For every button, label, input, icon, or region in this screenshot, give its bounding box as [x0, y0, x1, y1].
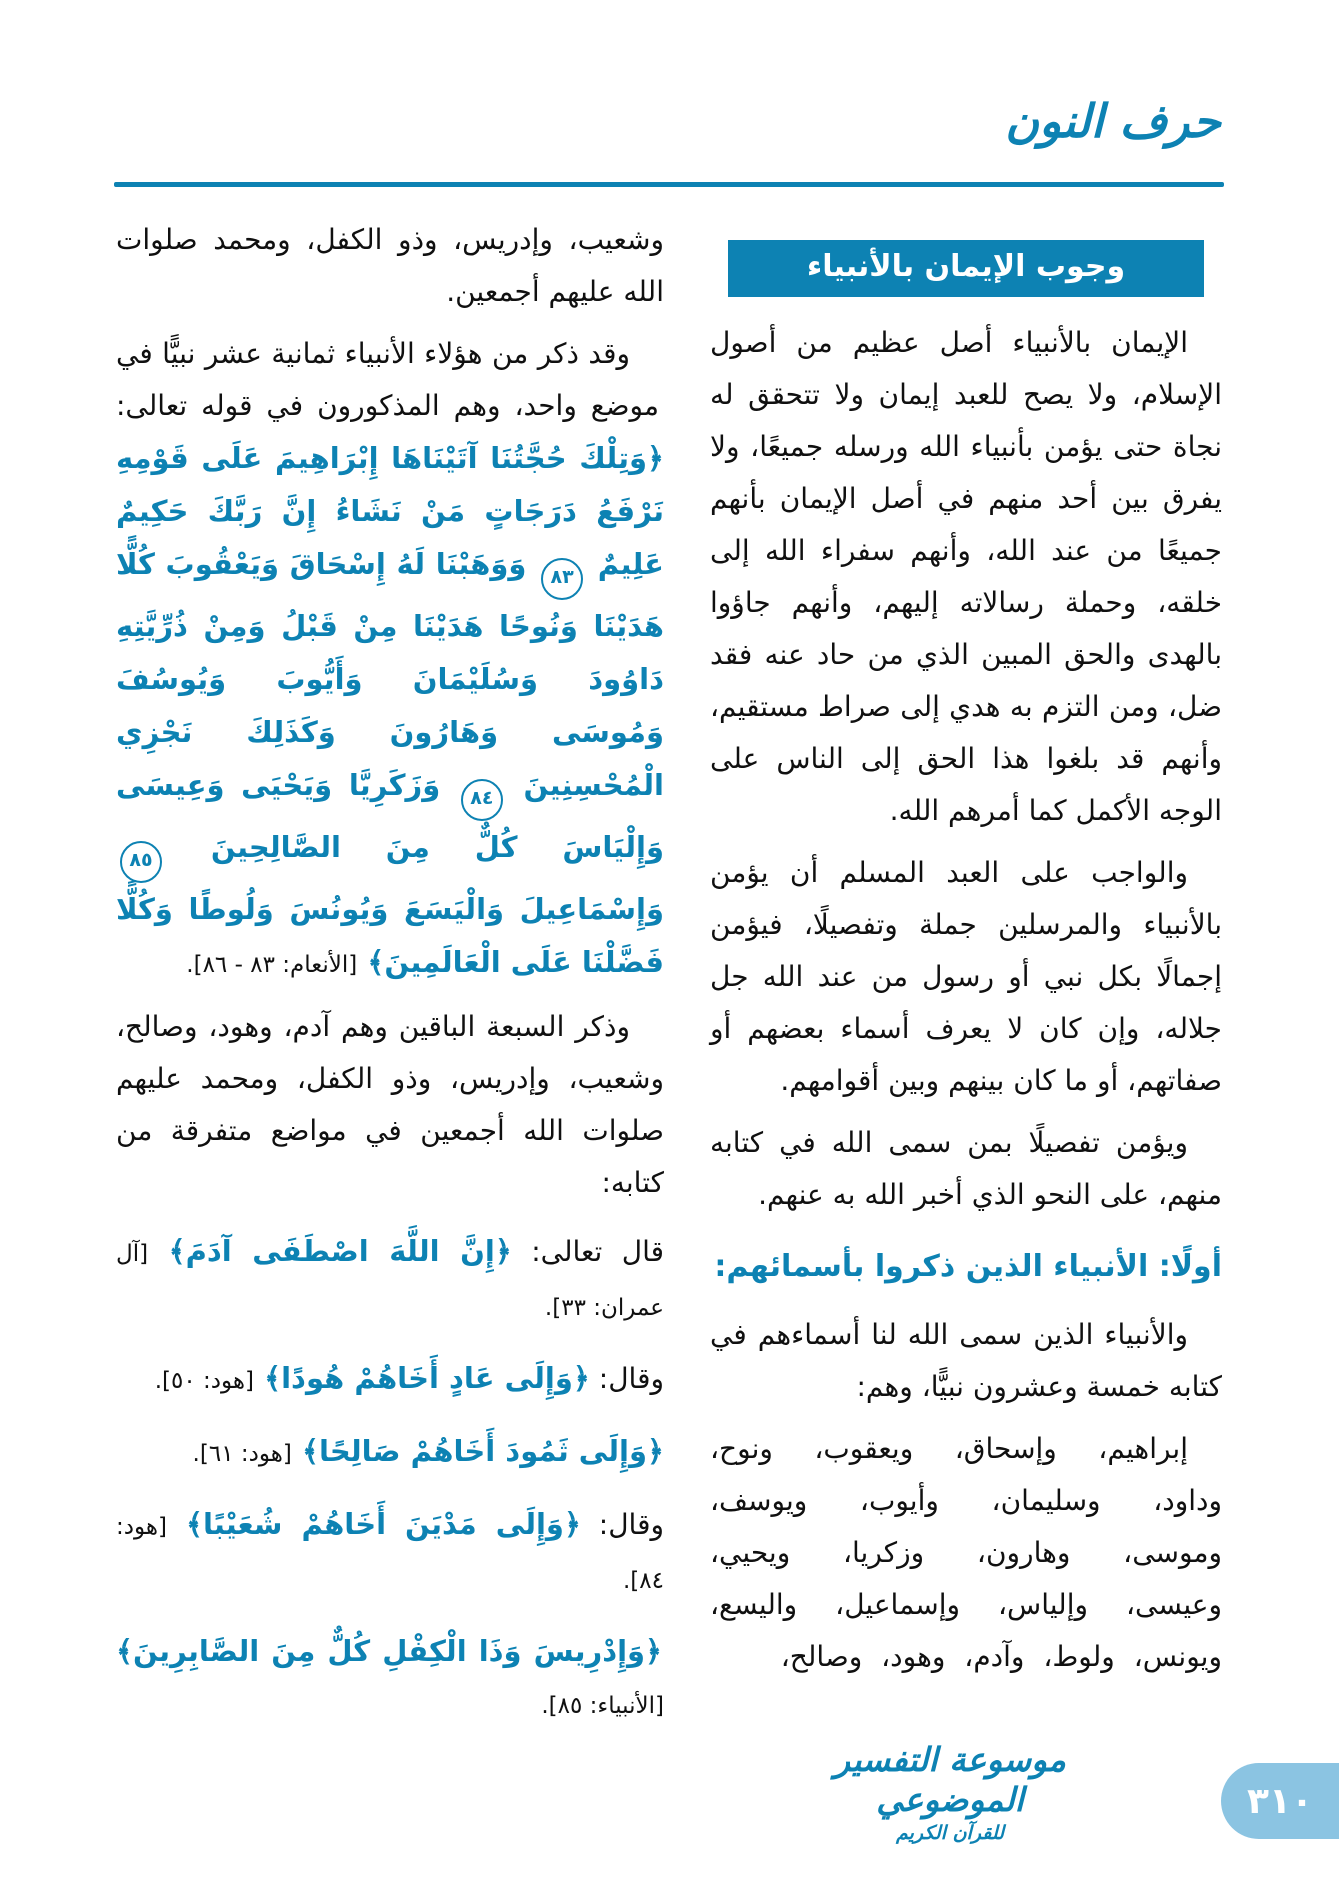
paragraph-continuation: وشعيب، وإدريس، وذو الكفل، ومحمد صلوات الله عليهم أجمعين.	[116, 223, 664, 308]
ayah-number-medallion: ٨٣	[541, 558, 583, 600]
quote-intro: وقال:	[580, 1508, 664, 1541]
paragraph-tafsil: ويؤمن تفصيلًا بمن سمى الله في كتابه منهم، على النحو الذي أخبر الله به عنهم.	[710, 1126, 1222, 1211]
quran-text-run: وَزَكَرِيَّا وَيَحْيَى وَعِيسَى وَإِلْيَاسَ كُلٌّ مِنَ الصَّالِحِينَ	[116, 768, 664, 864]
quran-quote-block	[116, 1625, 664, 1732]
quran-quote-block	[116, 1498, 664, 1607]
column-left	[116, 214, 664, 1750]
quran-verse: ﴿وَإِلَى ثَمُودَ أَخَاهُمْ صَالِحًا﴾	[291, 1434, 664, 1468]
quran-verse: ﴿وَإِدْرِيسَ وَذَا الْكِفْلِ كُلٌّ مِنَ الصَّابِرِينَ﴾	[116, 1634, 663, 1668]
section-title-box	[728, 240, 1204, 297]
quran-quote-block	[116, 1352, 664, 1407]
page-number: ٣١٠	[1247, 1780, 1313, 1822]
chapter-title: حرف النون	[1005, 94, 1221, 148]
ayah-number-medallion: ٨٤	[461, 779, 503, 821]
subheading-prophets-named: أولًا: الأنبياء الذين ذكروا بأسمائهم:	[714, 1249, 1222, 1284]
ayah-number-medallion: ٨٥	[120, 841, 162, 883]
section-title: وجوب الإيمان بالأنبياء	[806, 249, 1126, 284]
quote-intro: وقال:	[589, 1362, 664, 1395]
verse-reference: [آل عمران: ٣٣].	[116, 1241, 664, 1321]
quran-text-run: ﴿وَتِلْكَ حُجَّتُنَا آتَيْنَاهَا إِبْرَاهِيمَ عَلَى قَوْمِهِ نَرْفَعُ دَرَجَاتٍ مَنْ نَشَاءُ إِنَّ رَبَّكَ حَكِيمٌ عَلِيمٌ	[116, 441, 664, 581]
prophet-names-list: إبراهيم، وإسحاق، ويعقوب، ونوح، وداود، وسليمان، وأيوب، ويوسف، وموسى، وهارون، وزكريا، ويحيي، وعيسى، وإلياس، وإسماعيل، واليسع، ويونس، ولوط، وآدم، وهود، وصالح،	[710, 1432, 1222, 1673]
quran-verse-anam	[116, 441, 664, 979]
verse-reference: [الأنبياء: ٨٥].	[541, 1693, 664, 1719]
header-rule	[114, 182, 1224, 187]
verse-reference: [هود: ٦١].	[192, 1441, 292, 1467]
quran-quotes-list	[116, 1225, 664, 1732]
publisher-logo-line2: للقرآن الكريم	[896, 1822, 1004, 1844]
paragraph-twentyfive: والأنبياء الذين سمى الله لنا أسماءهم في كتابه خمسة وعشرون نبيًّا، وهم:	[710, 1318, 1222, 1403]
verse-reference-anam: [الأنعام: ٨٣ - ٨٦].	[186, 952, 358, 978]
column-right	[710, 214, 1222, 1693]
quran-text-run: وَإِسْمَاعِيلَ وَالْيَسَعَ وَيُونُسَ وَلُوطًا وَكُلًّا فَضَّلْنَا عَلَى الْعَالَمِينَ﴾	[116, 892, 664, 979]
verse-reference: [هود: ٥٠].	[154, 1368, 255, 1394]
paragraph-eighteen-with-verse	[116, 328, 664, 991]
publisher-logo-line1: موسوعة التفسير الموضوعي	[834, 1740, 1066, 1819]
quran-verse: ﴿إِنَّ اللَّهَ اصْطَفَى آدَمَ﴾	[148, 1234, 512, 1268]
verse-intro-text: وقد ذكر من هؤلاء الأنبياء ثمانية عشر نبيًّا في موضع واحد، وهم المذكورون في قوله تعالى:	[116, 337, 659, 422]
columns-container	[116, 214, 1222, 1750]
quran-verse: ﴿وَإِلَى عَادٍ أَخَاهُمْ هُودًا﴾	[254, 1361, 590, 1395]
quran-quote-block	[116, 1225, 664, 1334]
verse-reference: [هود: ٨٤].	[116, 1514, 664, 1594]
page-number-badge	[1221, 1763, 1339, 1839]
publisher-logo	[770, 1740, 1130, 1846]
quote-intro: قال تعالى:	[511, 1235, 664, 1268]
paragraph-iman-asl: الإيمان بالأنبياء أصل عظيم من أصول الإسلام، ولا يصح للعبد إيمان ولا تتحقق له نجاة حتى يؤمن بأنبياء الله ورسله جميعًا، ولا يفرق بين أحد منهم في أصل الإيمان بأنهم جميعًا من عند الله، وأنهم سفراء الله إلى خلقه، وحملة رسالاته إليهم، وأنهم جاؤوا بالهدى والحق المبين الذي من حاد عنه فقد ضل، ومن التزم به هدي إلى صراط مستقيم، وأنهم قد بلغوا هذا الحق إلى الناس على الوجه الأكمل كما أمرهم الله.	[710, 326, 1222, 827]
quran-verse: ﴿وَإِلَى مَدْيَنَ أَخَاهُمْ شُعَيْبًا﴾	[166, 1507, 581, 1541]
paragraph-wajib: والواجب على العبد المسلم أن يؤمن بالأنبياء والمرسلين جملة وتفصيلًا، فيؤمن إجمالًا بكل نبي أو رسول من عند الله جل جلاله، وإن كان لا يعرف أسماء بعضهم أو صفاتهم، أو ما كان بينهم وبين أقوامهم.	[710, 856, 1222, 1097]
paragraph-remaining-seven: وذكر السبعة الباقين وهم آدم، وهود، وصالح، وشعيب، وإدريس، وذو الكفل، ومحمد عليهم صلوات الله أجمعين في مواضع متفرقة من كتابه:	[116, 1010, 664, 1199]
quran-text-run: وَوَهَبْنَا لَهُ إِسْحَاقَ وَيَعْقُوبَ كُلًّا هَدَيْنَا وَنُوحًا هَدَيْنَا مِنْ قَبْلُ وَمِنْ ذُرِّيَّتِهِ دَاوُودَ وَسُلَيْمَانَ وَأَيُّوبَ وَيُوسُفَ وَمُوسَى وَهَارُونَ وَكَذَلِكَ نَجْزِي الْمُحْسِنِينَ	[116, 547, 664, 802]
quran-quote-block	[116, 1425, 664, 1480]
